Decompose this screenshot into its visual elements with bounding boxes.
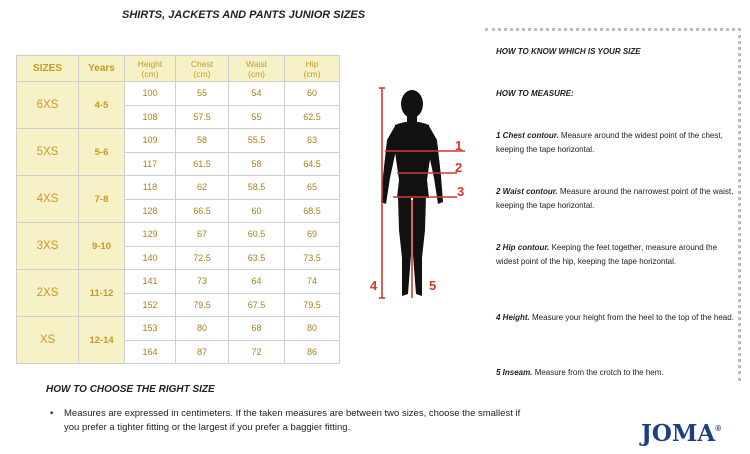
measure-cell: 68 <box>229 317 285 341</box>
measure-cell: 153 <box>125 317 176 341</box>
header-years: Years <box>79 56 125 82</box>
years-cell: 4-5 <box>79 82 125 129</box>
measure-cell: 67 <box>176 223 229 247</box>
measure-cell: 86 <box>285 340 340 364</box>
measure-cell: 57.5 <box>176 105 229 129</box>
how-to-measure-panel <box>485 28 741 381</box>
measure-cell: 55 <box>176 82 229 106</box>
measure-item-hip: 2 Hip contour. Keeping the feet together, measure around the widest point of the hip, keeping the tape horizontal. <box>496 243 718 266</box>
years-cell: 9-10 <box>79 223 125 270</box>
measure-heading: HOW TO MEASURE: <box>496 89 574 98</box>
measure-item-waist: 2 Waist contour. Measure around the narrowest point of the waist, keeping the tape horizontal. <box>496 187 734 210</box>
measure-cell: 66.5 <box>176 199 229 223</box>
label-height-4: 4 <box>370 278 378 293</box>
header-waist: Waist (cm) <box>229 56 285 82</box>
measure-cell: 80 <box>285 317 340 341</box>
measure-cell: 62 <box>176 176 229 200</box>
measure-cell: 69 <box>285 223 340 247</box>
header-height: Height (cm) <box>125 56 176 82</box>
measure-cell: 60 <box>229 199 285 223</box>
measure-item-chest: 1 Chest contour. Measure around the widest point of the chest, keeping the tape horizontal. <box>496 131 723 154</box>
measure-cell: 67.5 <box>229 293 285 317</box>
bullet-dot: • <box>50 408 54 419</box>
choose-size-title: HOW TO CHOOSE THE RIGHT SIZE <box>46 384 215 395</box>
table-row <box>17 223 340 247</box>
table-row <box>17 176 340 200</box>
measure-cell: 109 <box>125 129 176 153</box>
measure-cell: 87 <box>176 340 229 364</box>
years-cell: 11-12 <box>79 270 125 317</box>
years-cell: 7-8 <box>79 176 125 223</box>
measure-cell: 58 <box>229 152 285 176</box>
measure-cell: 164 <box>125 340 176 364</box>
measure-cell: 62.5 <box>285 105 340 129</box>
measure-cell: 73 <box>176 270 229 294</box>
measure-cell: 60.5 <box>229 223 285 247</box>
joma-logo: JOMA® <box>641 420 722 447</box>
measure-cell: 117 <box>125 152 176 176</box>
measure-cell: 73.5 <box>285 246 340 270</box>
label-waist-2: 2 <box>455 160 463 175</box>
choose-size-text: Measures are expressed in centimeters. If the taken measures are between two sizes, choose the smallest if you prefer a tighter fitting or the largest if you prefer a baggier fitting. <box>64 408 521 433</box>
size-cell: 4XS <box>17 176 79 223</box>
measure-cell: 64 <box>229 270 285 294</box>
measure-cell: 54 <box>229 82 285 106</box>
measure-cell: 65 <box>285 176 340 200</box>
table-row <box>17 82 340 106</box>
measure-cell: 108 <box>125 105 176 129</box>
table-header-row <box>17 56 340 82</box>
size-cell: XS <box>17 317 79 364</box>
label-chest-1: 1 <box>455 138 463 153</box>
measure-cell: 55 <box>229 105 285 129</box>
years-cell: 5-6 <box>79 129 125 176</box>
measure-cell: 79.5 <box>285 293 340 317</box>
years-cell: 12-14 <box>79 317 125 364</box>
measure-cell: 63.5 <box>229 246 285 270</box>
measure-cell: 58 <box>176 129 229 153</box>
measure-cell: 128 <box>125 199 176 223</box>
measure-cell: 55.5 <box>229 129 285 153</box>
size-cell: 2XS <box>17 270 79 317</box>
measure-cell: 64.5 <box>285 152 340 176</box>
table-row <box>17 270 340 294</box>
header-chest: Chest (cm) <box>176 56 229 82</box>
measure-cell: 129 <box>125 223 176 247</box>
body-measurement-figure <box>365 80 475 305</box>
size-cell: 5XS <box>17 129 79 176</box>
measure-cell: 80 <box>176 317 229 341</box>
measure-cell: 58.5 <box>229 176 285 200</box>
measure-cell: 140 <box>125 246 176 270</box>
table-row <box>17 129 340 153</box>
measure-cell: 63 <box>285 129 340 153</box>
measure-cell: 152 <box>125 293 176 317</box>
size-table <box>16 55 340 364</box>
measure-cell: 72 <box>229 340 285 364</box>
measure-item-inseam: 5 Inseam. Measure from the crotch to the hem. <box>496 368 664 377</box>
header-hip: Hip (cm) <box>285 56 340 82</box>
measure-cell: 60 <box>285 82 340 106</box>
header-sizes: SIZES <box>17 56 79 82</box>
measure-cell: 79.5 <box>176 293 229 317</box>
measure-cell: 74 <box>285 270 340 294</box>
label-inseam-5: 5 <box>429 278 437 293</box>
measure-cell: 72.5 <box>176 246 229 270</box>
table-row <box>17 317 340 341</box>
measure-cell: 61.5 <box>176 152 229 176</box>
choose-size-bullet <box>50 407 524 435</box>
size-cell: 3XS <box>17 223 79 270</box>
measure-cell: 118 <box>125 176 176 200</box>
measure-cell: 141 <box>125 270 176 294</box>
measure-item-height: 4 Height. Measure your height from the heel to the top of the head. <box>496 313 734 322</box>
size-cell: 6XS <box>17 82 79 129</box>
label-hip-3: 3 <box>457 184 465 199</box>
document-title: SHIRTS, JACKETS AND PANTS JUNIOR SIZES <box>122 9 366 21</box>
measure-cell: 100 <box>125 82 176 106</box>
measure-cell: 68.5 <box>285 199 340 223</box>
panel-heading: HOW TO KNOW WHICH IS YOUR SIZE <box>496 47 641 56</box>
